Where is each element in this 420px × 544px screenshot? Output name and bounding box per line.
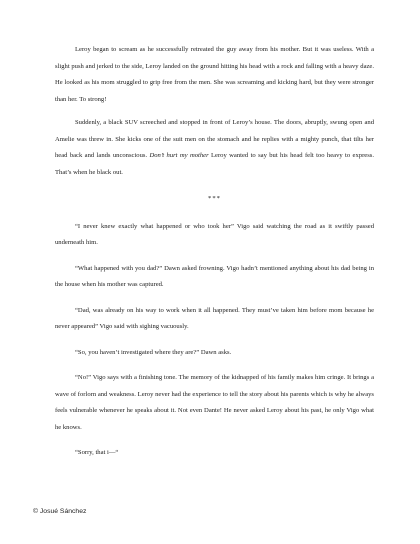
paragraph-4: “What happened with you dad?” Dawn asked frowning. Vigo hadn’t mentioned anything about his dad being in the house when his mother was captured. [55,264,374,288]
copyright-footer: © Josué Sánchez [33,508,87,515]
paragraph-2-italic: Don’t hurt my mother [149,152,209,159]
paragraph-8: “Sorry, that i—“ [75,449,119,456]
paragraph-2-tail: Leroy wanted to say but his head felt too heavy to express. That’s when he black out. [55,152,374,176]
story-text [55,42,374,471]
paragraph-7: “No!” Vigo says with a finishing tone. The memory of the kidnapped of his family makes him cringe. It brings a wave of forlorn and weakness. Leroy never had the experience to tell the story about his parents which is why he always feels vulnerable whenever he speaks about it. Not even Dante! He never asked Leroy about his past, he only Vigo what he knows. [55,374,374,431]
paragraph-2-text: Suddenly, a black SUV screeched and stopped in front of Leroy’s house. The doors, abruptly, swung open and Amelie was threw in. She kicks one of the suit men on the stomach and he replies with a mighty punch, that tilts her head back and lands unconscious. [55,119,374,159]
paragraph-2 [55,115,374,181]
paragraph-5: “Dad, was already on his way to work when it all happened. They must’ve taken him before mom because he never appeared” Vigo said with sighing vacuously. [55,306,374,330]
paragraph-3: “I never knew exactly what happened or who took her” Vigo said watching the road as it swiftly passed underneath him. [55,222,374,246]
scene-separator: *** [208,195,221,202]
paragraph-6: “So, you haven’t investigated where they are?” Dawn asks. [75,348,232,356]
paragraph-1: Leroy began to scream as he successfully retreated the guy away from his mother. But it was useless. With a slight push and jerked to the side, Leroy landed on the ground hitting his head with a rock and falling with a heavy daze. He looked as his mom struggled to grip free from the men. She was screaming and kicking hard, but they were stronger than her. To strong! [55,46,374,103]
